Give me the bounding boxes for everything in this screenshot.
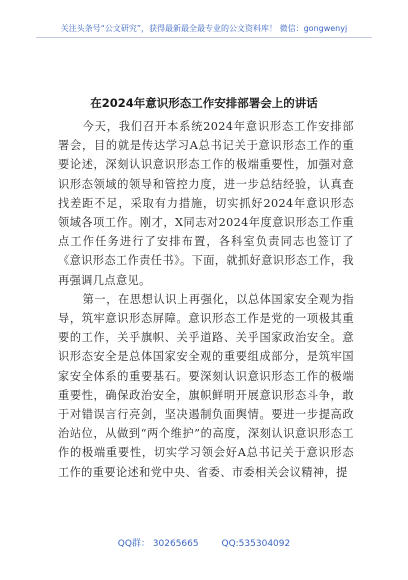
paragraph-first-point: 第一，在思想认识上再强化，以总体国家安全观为指导，筑牢意识形态屏障。意识形态工作是党的一项极其重要的工作，关乎旗帜、关乎道路、关乎国家政治安全。意识形态安全是总体国家安全观的重要组成部分，是筑牢国家安全体系的重要基石。要深刻认识意识形态工作的极端重要性，确保政治安全，旗帜鲜明开展意识形态斗争，敢于对错误言行亮剑，坚决遏制负面舆情。要进一步提高政治站位，从做到“两个维护”的高度，深刻认识意识形态工作的极端重要性，切实学习领会好A总书记关于意识形态工作的重要论述和党中央、省委、市委相关会议精神，提 — [58, 292, 354, 479]
footer-qq-group: QQ群： 30265665 — [117, 539, 199, 549]
document-title: 在2024年意识形态工作安排部署会上的讲话 — [90, 96, 318, 110]
header-divider — [36, 37, 372, 38]
footer-contact — [0, 536, 408, 549]
footer-qq-number: QQ:535304092 — [221, 539, 291, 549]
document-body — [58, 117, 354, 482]
paragraph-intro: 今天，我们召开本系统2024年意识形态工作安排部署会，目的就是传达学习A总书记关于意识形态工作的重要论述，深刻认识意识形态工作的极端重要性，加强对意识形态领域的领导和管控力度，进一步总结经验，认真查找差距不足，采取有力措施，切实抓好2024年意识形态领域各项工作。刚才，X同志对2024年度意识形态工作重点工作任务进行了安排布置，各科室负责同志也签订了《意识形态工作责任书》。下面，就抓好意识形态工作，我再强调几点意见。 — [58, 120, 354, 287]
header-banner: 关注头条号“公文研究”，获得最新最全最专业的公文资料库！ 微信：gongwenyj — [60, 24, 348, 33]
